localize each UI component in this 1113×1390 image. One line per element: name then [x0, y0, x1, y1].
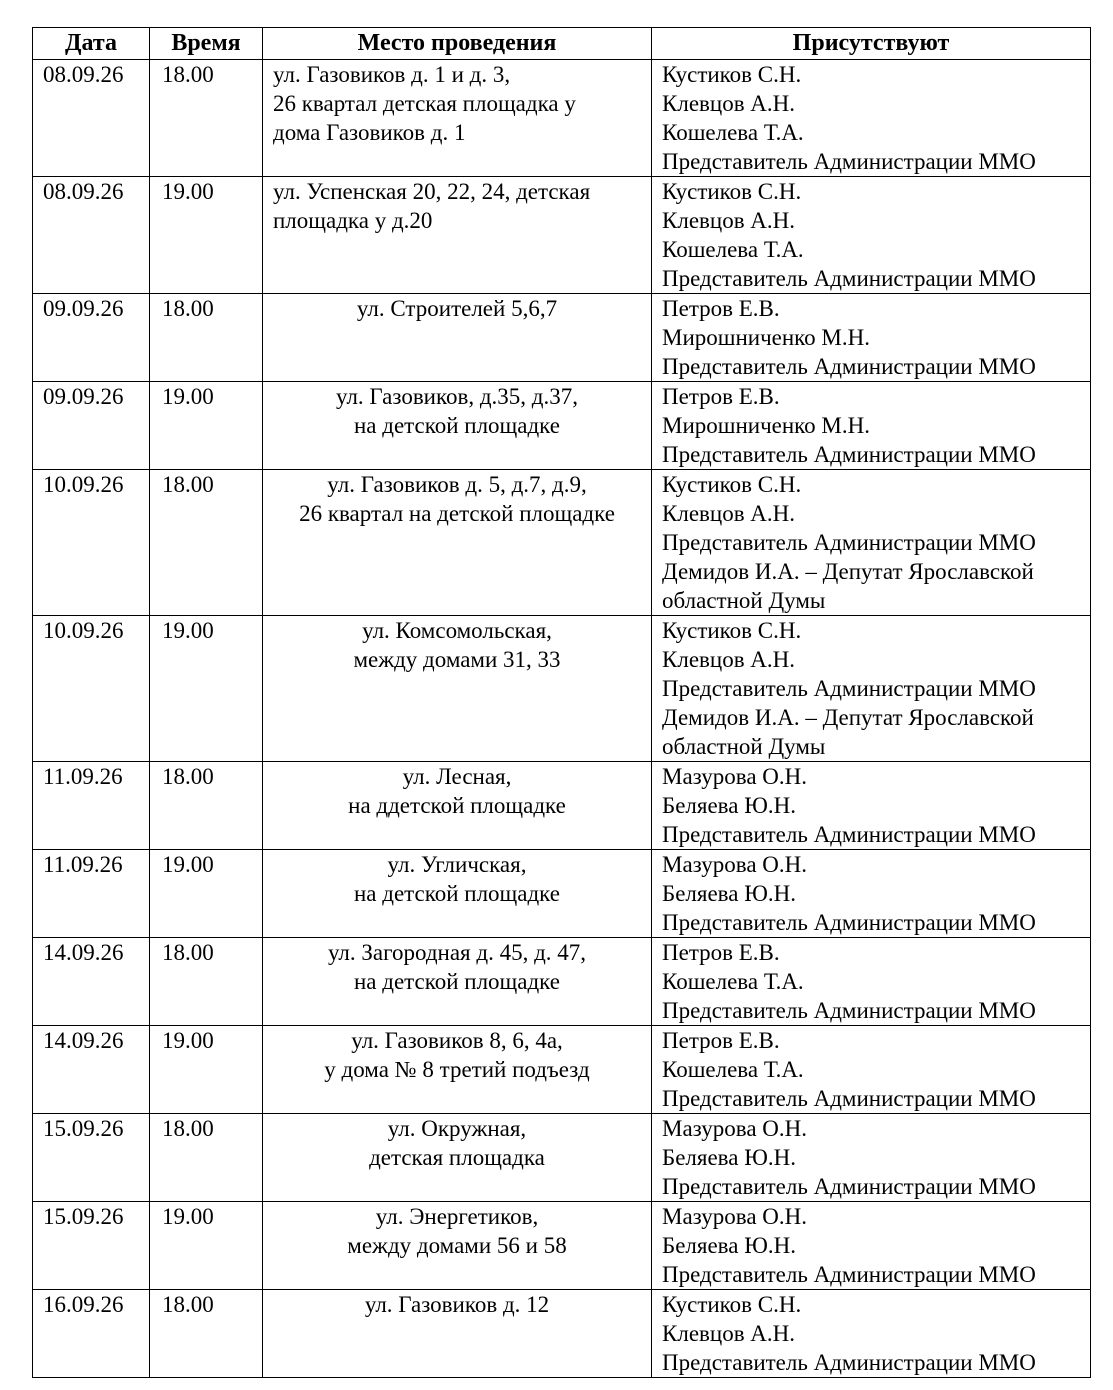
attendee-line: Представитель Администрации ММО [662, 1086, 1036, 1111]
cell-time: 19.00 [150, 850, 263, 938]
attendee-line: Мазурова О.Н. [662, 1204, 807, 1229]
cell-time: 18.00 [150, 294, 263, 382]
cell-time: 19.00 [150, 1202, 263, 1290]
cell-attendees [652, 1026, 1091, 1114]
attendee-line: Кустиков С.Н. [662, 62, 802, 87]
cell-place [263, 1026, 652, 1114]
attendee-line: Кошелева Т.А. [662, 1057, 804, 1082]
attendee-line: Представитель Администрации ММО [662, 822, 1036, 847]
place-line: у дома № 8 третий подъезд [324, 1057, 590, 1082]
attendee-line: Петров Е.В. [662, 940, 780, 965]
place-line: ул. Газовиков 8, 6, 4а, [351, 1028, 563, 1053]
cell-attendees [652, 1290, 1091, 1378]
place-line: ул. Газовиков д. 1 и д. 3, [273, 62, 511, 87]
attendee-line: Демидов И.А. – Депутат Ярославской [662, 705, 1034, 730]
cell-date: 10.09.26 [33, 616, 150, 762]
table-row [33, 470, 1091, 616]
cell-time: 19.00 [150, 616, 263, 762]
attendee-line: Кустиков С.Н. [662, 472, 802, 497]
cell-time: 19.00 [150, 177, 263, 294]
attendee-line: Петров Е.В. [662, 1028, 780, 1053]
cell-attendees [652, 762, 1091, 850]
place-line: на детской площадке [353, 413, 560, 438]
cell-place [263, 762, 652, 850]
cell-attendees [652, 1202, 1091, 1290]
cell-time: 18.00 [150, 60, 263, 177]
cell-place [263, 1290, 652, 1378]
attendee-line: Кошелева Т.А. [662, 969, 804, 994]
place-line: ул. Окружная, [387, 1116, 527, 1141]
place-line: дома Газовиков д. 1 [273, 120, 466, 145]
cell-date: 11.09.26 [33, 850, 150, 938]
attendee-line: Представитель Администрации ММО [662, 910, 1036, 935]
place-line: 26 квартал детская площадка у [273, 91, 576, 116]
attendee-line: Представитель Администрации ММО [662, 1350, 1036, 1375]
place-line: между домами 31, 33 [353, 647, 561, 672]
table-row [33, 938, 1091, 1026]
place-line: 26 квартал на детской площадке [299, 501, 615, 526]
schedule-table [32, 27, 1091, 1378]
cell-attendees [652, 616, 1091, 762]
attendee-line: Представитель Администрации ММО [662, 1262, 1036, 1287]
cell-date: 15.09.26 [33, 1114, 150, 1202]
table-row [33, 1202, 1091, 1290]
cell-date: 09.09.26 [33, 294, 150, 382]
attendee-line: Клевцов А.Н. [662, 501, 796, 526]
header-place: Место проведения [263, 28, 652, 60]
table-row [33, 60, 1091, 177]
header-row [33, 28, 1091, 60]
attendee-line: Мирошниченко М.Н. [662, 413, 870, 438]
cell-time: 18.00 [150, 1290, 263, 1378]
cell-date: 10.09.26 [33, 470, 150, 616]
cell-time: 19.00 [150, 382, 263, 470]
cell-attendees [652, 294, 1091, 382]
header-attendees: Присутствуют [652, 28, 1091, 60]
cell-attendees [652, 938, 1091, 1026]
place-line: ул. Загородная д. 45, д. 47, [327, 940, 587, 965]
table-row [33, 762, 1091, 850]
attendee-line: Петров Е.В. [662, 384, 780, 409]
cell-time: 19.00 [150, 1026, 263, 1114]
cell-place [263, 60, 652, 177]
cell-attendees [652, 60, 1091, 177]
place-line: ул. Лесная, [402, 764, 512, 789]
table-row [33, 1026, 1091, 1114]
attendee-line: Клевцов А.Н. [662, 208, 796, 233]
place-line: детская площадка [369, 1145, 545, 1170]
cell-place [263, 1114, 652, 1202]
cell-place [263, 470, 652, 616]
cell-date: 08.09.26 [33, 177, 150, 294]
attendee-line: Представитель Администрации ММО [662, 149, 1036, 174]
attendee-line: областной Думы [662, 588, 826, 613]
header-date: Дата [33, 28, 150, 60]
attendee-line: Беляева Ю.Н. [662, 881, 796, 906]
place-line: между домами 56 и 58 [347, 1233, 567, 1258]
place-line: ул. Комсомольская, [362, 618, 552, 643]
cell-attendees [652, 470, 1091, 616]
place-line: ул. Энергетиков, [375, 1204, 539, 1229]
attendee-line: Кошелева Т.А. [662, 237, 804, 262]
cell-time: 18.00 [150, 762, 263, 850]
attendee-line: Кустиков С.Н. [662, 1292, 802, 1317]
cell-place [263, 294, 652, 382]
cell-date: 14.09.26 [33, 1026, 150, 1114]
attendee-line: Представитель Администрации ММО [662, 1174, 1036, 1199]
attendee-line: Мазурова О.Н. [662, 852, 807, 877]
attendee-line: Представитель Администрации ММО [662, 676, 1036, 701]
attendee-line: Клевцов А.Н. [662, 1321, 796, 1346]
place-line: площадка у д.20 [273, 208, 433, 233]
cell-place [263, 177, 652, 294]
place-line: ул. Строителей 5,6,7 [356, 296, 558, 321]
attendee-line: Мазурова О.Н. [662, 1116, 807, 1141]
attendee-line: Кошелева Т.А. [662, 120, 804, 145]
table-row [33, 294, 1091, 382]
cell-time: 18.00 [150, 938, 263, 1026]
attendee-line: Кустиков С.Н. [662, 618, 802, 643]
place-line: на ддетской площадке [348, 793, 566, 818]
cell-attendees [652, 1114, 1091, 1202]
cell-date: 08.09.26 [33, 60, 150, 177]
cell-place [263, 938, 652, 1026]
cell-date: 15.09.26 [33, 1202, 150, 1290]
cell-attendees [652, 177, 1091, 294]
cell-date: 11.09.26 [33, 762, 150, 850]
attendee-line: Клевцов А.Н. [662, 91, 796, 116]
attendee-line: Представитель Администрации ММО [662, 530, 1036, 555]
cell-attendees [652, 850, 1091, 938]
place-line: ул. Успенская 20, 22, 24, детская [273, 179, 591, 204]
cell-place [263, 382, 652, 470]
attendee-line: Петров Е.В. [662, 296, 780, 321]
table-row [33, 382, 1091, 470]
attendee-line: Демидов И.А. – Депутат Ярославской [662, 559, 1034, 584]
attendee-line: Представитель Администрации ММО [662, 442, 1036, 467]
attendee-line: Мазурова О.Н. [662, 764, 807, 789]
table-row [33, 1290, 1091, 1378]
attendee-line: Представитель Администрации ММО [662, 998, 1036, 1023]
cell-date: 09.09.26 [33, 382, 150, 470]
place-line: ул. Газовиков д. 12 [364, 1292, 550, 1317]
cell-date: 14.09.26 [33, 938, 150, 1026]
attendee-line: областной Думы [662, 734, 826, 759]
table-row [33, 616, 1091, 762]
cell-time: 18.00 [150, 1114, 263, 1202]
cell-attendees [652, 382, 1091, 470]
table-row [33, 850, 1091, 938]
cell-place [263, 1202, 652, 1290]
place-line: ул. Угличская, [387, 852, 527, 877]
attendee-line: Представитель Администрации ММО [662, 266, 1036, 291]
table-row [33, 177, 1091, 294]
cell-place [263, 850, 652, 938]
header-time: Время [150, 28, 263, 60]
cell-place [263, 616, 652, 762]
place-line: на детской площадке [353, 969, 560, 994]
attendee-line: Представитель Администрации ММО [662, 354, 1036, 379]
cell-time: 18.00 [150, 470, 263, 616]
place-line: ул. Газовиков д. 5, д.7, д.9, [327, 472, 587, 497]
attendee-line: Беляева Ю.Н. [662, 793, 796, 818]
attendee-line: Кустиков С.Н. [662, 179, 802, 204]
place-line: на детской площадке [353, 881, 560, 906]
attendee-line: Мирошниченко М.Н. [662, 325, 870, 350]
attendee-line: Беляева Ю.Н. [662, 1233, 796, 1258]
attendee-line: Беляева Ю.Н. [662, 1145, 796, 1170]
table-row [33, 1114, 1091, 1202]
attendee-line: Клевцов А.Н. [662, 647, 796, 672]
cell-date: 16.09.26 [33, 1290, 150, 1378]
place-line: ул. Газовиков, д.35, д.37, [335, 384, 579, 409]
